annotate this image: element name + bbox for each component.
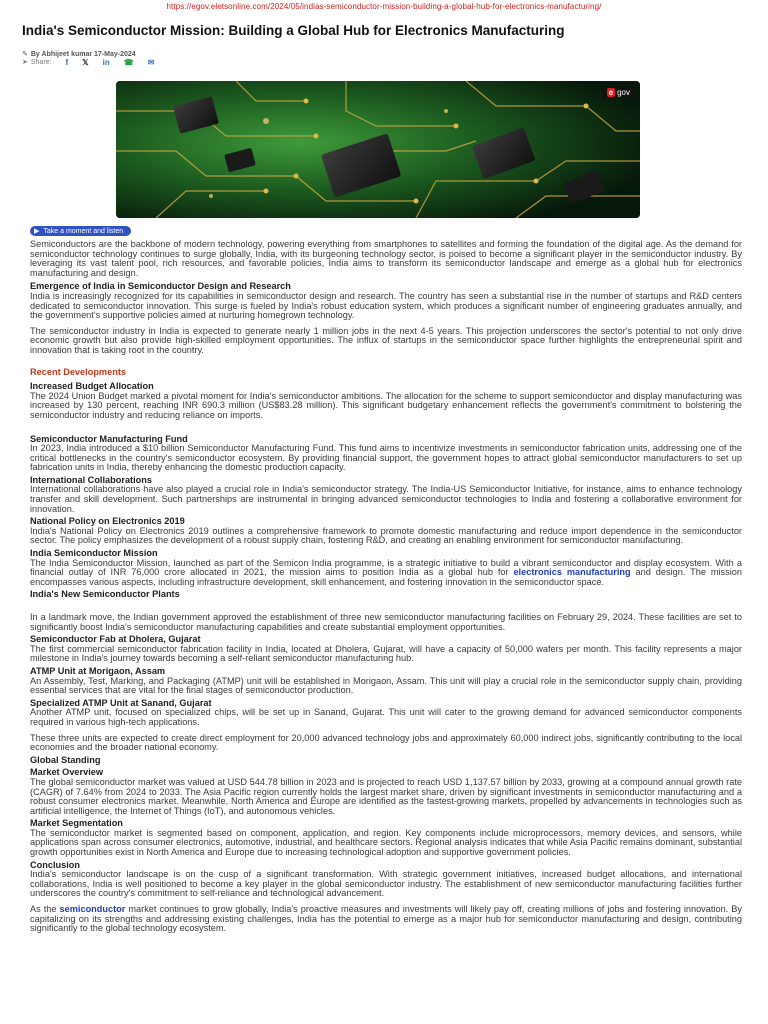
hero-image	[116, 81, 640, 218]
share-icon: ➤	[22, 59, 28, 66]
text: As the	[30, 904, 60, 915]
listen-button[interactable]	[30, 226, 131, 236]
paragraph: An Assembly, Test, Marking, and Packaging (ATMP) unit will be established in Morigaon, Assam. This unit will play a crucial role in the semiconductor supply chain, providing essential services that are vital for the final stages of semiconductor production.	[30, 675, 742, 696]
egov-logo-text: gov	[617, 88, 630, 97]
section-heading: Semiconductor Fab at Dholera, Gujarat	[30, 634, 201, 645]
section-heading: International Collaborations	[30, 474, 152, 485]
section-heading: National Policy on Electronics 2019	[30, 516, 185, 527]
page-url: https://egov.eletsonline.com/2024/05/indias-semiconductor-mission-building-a-global-hub-for-electronics-manufacturing/	[166, 2, 602, 11]
text: market continues to grow globally, India's proactive measures and investments will likely pay off, creating millions of jobs and fostering innovation. By capitalizing on its strengths and addressing existing challenges, India has the potential to emerge as a major hub for semiconductor manufacturing and design, contributing significantly to the global technology ecosystem.	[30, 904, 742, 934]
text: and design. The mission encompasses various aspects, including infrastructure development, skill enhancement, and fostering innovation in the semiconductor space.	[30, 567, 742, 587]
paragraph: These three units are expected to create direct employment for 20,000 advanced technology jobs and approximately 60,000 indirect jobs, significantly contributing to the local economies and the broader national economy.	[30, 732, 742, 753]
share-label-text: Share:	[30, 58, 52, 66]
byline-text: By Abhijeet kumar 17-May-2024	[30, 50, 136, 58]
text: The India Semiconductor Mission, launched as part of the Semicon India programme, is a strategic initiative to build a vibrant semiconductor and display ecosystem. With a financial outlay of INR 76,000 crore allocated in 2021, the mission aims to position India as a global hub for	[30, 557, 742, 578]
article-body	[30, 240, 742, 934]
play-icon: ▶	[34, 228, 40, 235]
paragraph: In 2023, India introduced a $10 billion Semiconductor Manufacturing Fund. This fund aims to incentivize investments in semiconductor fabrication units, addressing one of the critical bottlenecks in the country's semiconductor ecosystem. By providing financial support, the government hopes to attract global semiconductor manufacturers to set up fabrication units in India, thereby enhancing the domestic production capacity.	[30, 443, 742, 473]
section-heading: Market Segmentation	[30, 818, 123, 829]
linkedin-icon[interactable]: in	[102, 57, 110, 67]
egov-logo	[603, 87, 634, 98]
paragraph: The global semiconductor market was valued at USD 544.78 billion in 2023 and is projected to reach USD 1,137.57 billion by 2033, growing at a compound annual growth rate (CAGR) of 7.64% from 2024 to 2033. The Asia Pacific region currently holds the largest market share, driven by significant investments in semiconductor manufacturing and a robust consumer electronics market. Meanwhile, North America and Europe are identified as the fastest-growing markets, propelled by advancements in technologies such as artificial intelligence, the Internet of Things (IoT), and autonomous vehicles.	[30, 776, 742, 816]
paragraph: The 2024 Union Budget marked a pivotal moment for India's semiconductor ambitions. The allocation for the scheme to support semiconductor and display manufacturing was increased by 130 percent, reaching INR 690.3 million (US$83.28 million). This significant budgetary enhancement reflects the government's commitment to bolstering the semiconductor industry and reducing reliance on imports.	[30, 390, 742, 420]
section-heading: Specialized ATMP Unit at Sanand, Gujarat	[30, 697, 212, 708]
section-title: Recent Developments	[30, 366, 126, 377]
paragraph: India's National Policy on Electronics 2019 outlines a comprehensive framework to promote domestic manufacturing and reduce import dependence in the semiconductor sector. The policy emphasizes the development of a robust supply chain, fostering R&D, and creating an enabling environment for semiconductor manufacturing.	[30, 525, 742, 546]
share-label	[22, 58, 52, 66]
section-heading: India's New Semiconductor Plants	[30, 589, 180, 600]
share-bar	[22, 57, 154, 67]
section-heading: ATMP Unit at Morigaon, Assam	[30, 665, 166, 676]
electronics-manufacturing-link[interactable]: electronics manufacturing	[513, 567, 631, 578]
paragraph	[30, 905, 742, 934]
email-icon[interactable]: ✉	[147, 57, 155, 67]
section-heading: Global Standing	[30, 754, 101, 765]
circuit-board-illustration	[116, 81, 640, 218]
section-heading: Semiconductor Manufacturing Fund	[30, 433, 188, 444]
section-heading: India Semiconductor Mission	[30, 548, 158, 559]
paragraph: The semiconductor industry in India is expected to generate nearly 1 million jobs in the next 4-5 years. This projection underscores the sector's potential to not only drive economic growth but also provide high-skilled employment opportunities. The influx of startups in the semiconductor space further highlights the entrepreneurial spirit and innovation that is taking root in the country.	[30, 325, 742, 355]
section-heading: Market Overview	[30, 767, 104, 778]
x-icon[interactable]: 𝕏	[82, 57, 89, 67]
egov-logo-letter: e	[608, 88, 614, 97]
paragraph: The first commercial semiconductor fabrication facility in India, located at Dholera, Gujarat, will have a capacity of 50,000 wafers per month. This facility represents a major milestone in India's journey towards becoming a self-reliant semiconductor manufacturing hub.	[30, 643, 742, 664]
semiconductor-link[interactable]: semiconductor	[59, 904, 126, 915]
paragraph: The semiconductor market is segmented based on component, application, and region. Key components include microprocessors, memory devices, and sensors, while applications span across consumer electronics, automotive, industrial, and healthcare sectors. Regional analysis indicates that while Asia Pacific remains dominant, substantial growth opportunities exist in North America and Europe due to increasing technological adoption and supportive government policies.	[30, 827, 742, 858]
paragraph	[30, 559, 742, 588]
author-icon: ✎	[22, 51, 28, 58]
paragraph: Another ATMP unit, focused on specialized chips, will be set up in Sanand, Gujarat. This unit will cater to the growing demand for advanced semiconductor components required in various high-tech applications.	[30, 707, 742, 727]
paragraph: In a landmark move, the Indian government approved the establishment of three new semiconductor manufacturing facilities on February 29, 2024. These facilities are set to significantly boost India's semiconductor manufacturing capabilities and create substantial employment opportunities.	[30, 612, 742, 632]
intro-paragraph: Semiconductors are the backbone of modern technology, powering everything from smartphones to satellites and forming the foundation of the digital age. As the demand for semiconductor technology continues to surge globally, India, with its burgeoning technology sector, is poised to become a significant player in the semiconductor industry. By leveraging its vast talent pool, rich resources, and favorable policies, India aims to transform its semiconductor landscape and emerge as a global hub for electronics manufacturing and design.	[30, 239, 742, 278]
listen-label: Take a moment and listen	[43, 227, 124, 235]
article-title: India's Semiconductor Mission: Building a Global Hub for Electronics Manufacturing	[22, 23, 565, 38]
facebook-icon[interactable]: f	[65, 57, 69, 67]
paragraph: International collaborations have also played a crucial role in India's semiconductor strategy. The India-US Semiconductor Initiative, for instance, aims to enhance technology transfer and skill development. Such partnerships are instrumental in bringing advanced semiconductor technologies to India and fostering a collaborative environment for innovation.	[30, 484, 742, 514]
whatsapp-icon[interactable]: ☎	[123, 57, 134, 67]
paragraph: India's semiconductor landscape is on the cusp of a significant transformation. With strategic government initiatives, increased budget allocations, and international collaborations, India is well positioned to become a key player in the global semiconductor industry. The establishment of new semiconductor manufacturing facilities further underscores the country's commitment to self-reliance and technological advancement.	[30, 869, 742, 899]
paragraph: India is increasingly recognized for its capabilities in semiconductor design and research. The country has seen a substantial rise in the number of startups and R&D centers dedicated to semiconductor innovation. This surge is fueled by India's robust education system, which produces a significant number of engineering graduates annually, and the government's supportive policies aimed at nurturing homegrown technology.	[30, 290, 742, 321]
section-heading: Conclusion	[30, 859, 81, 870]
section-heading: Increased Budget Allocation	[30, 381, 154, 392]
section-heading: Emergence of India in Semiconductor Design and Research	[30, 281, 291, 292]
